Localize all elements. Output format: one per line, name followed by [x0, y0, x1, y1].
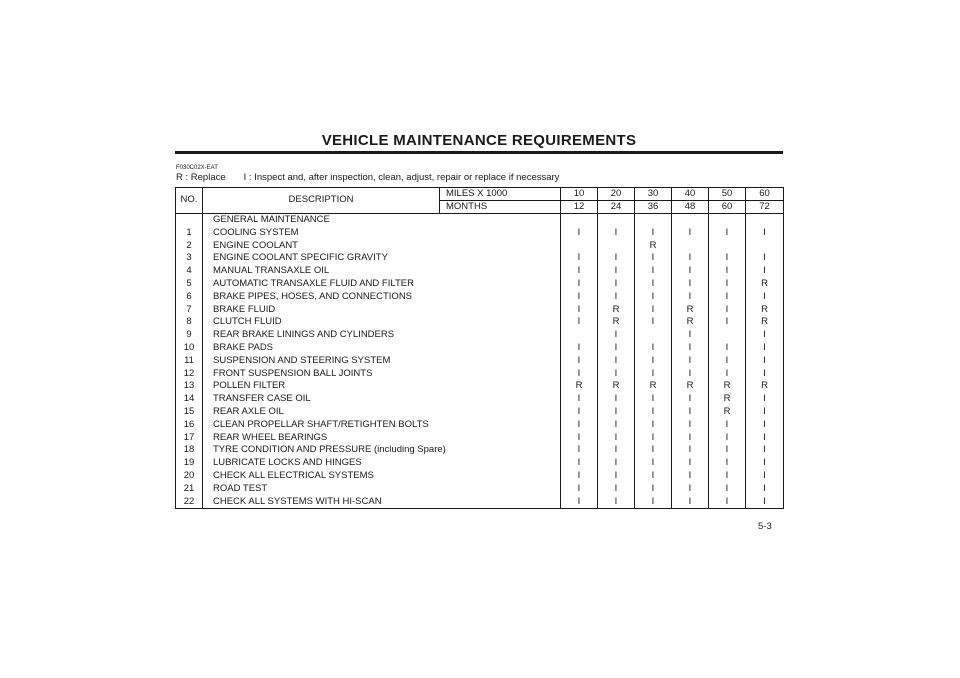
- row-description: CHECK ALL SYSTEMS WITH HI-SCAN: [213, 495, 382, 507]
- row-description: REAR BRAKE LININGS AND CYLINDERS: [213, 329, 395, 341]
- interval-cell: R: [746, 380, 784, 393]
- row-description: CLUTCH FLUID: [213, 316, 282, 328]
- miles-cell: 30: [635, 188, 672, 201]
- row-description: CHECK ALL ELECTRICAL SYSTEMS: [213, 470, 374, 482]
- interval-cell: R: [635, 239, 672, 252]
- row-number: 7: [176, 303, 203, 316]
- interval-cell: R: [598, 380, 635, 393]
- row-description: ENGINE COOLANT: [213, 239, 298, 251]
- row-number: 9: [176, 329, 203, 342]
- table-row: [176, 470, 784, 483]
- interval-cell: I: [561, 342, 598, 355]
- miles-cell: 10: [561, 188, 598, 201]
- months-cell: 24: [598, 200, 635, 213]
- interval-cell: I: [635, 393, 672, 406]
- table-row: [176, 278, 784, 291]
- interval-cell: R: [746, 303, 784, 316]
- interval-cell: I: [709, 444, 746, 457]
- interval-cell: I: [561, 406, 598, 419]
- interval-cell: I: [635, 418, 672, 431]
- row-number: 22: [176, 495, 203, 508]
- interval-cell: R: [709, 406, 746, 419]
- table-row: [176, 316, 784, 329]
- interval-cell: I: [635, 290, 672, 303]
- interval-cell: I: [561, 470, 598, 483]
- row-description: MANUAL TRANSAXLE OIL: [213, 265, 330, 277]
- interval-cell: R: [598, 316, 635, 329]
- interval-cell: I: [561, 226, 598, 239]
- interval-cell: I: [746, 470, 784, 483]
- interval-cell: I: [561, 418, 598, 431]
- interval-cell: I: [598, 342, 635, 355]
- interval-cell: I: [709, 342, 746, 355]
- interval-cell: I: [635, 495, 672, 508]
- row-number: 1: [176, 226, 203, 239]
- maintenance-table: [175, 187, 784, 509]
- interval-cell: I: [746, 495, 784, 508]
- interval-cell: I: [709, 290, 746, 303]
- interval-cell: I: [635, 354, 672, 367]
- table-row: [176, 444, 784, 457]
- row-description: LUBRICATE LOCKS AND HINGES: [213, 457, 362, 469]
- interval-cell: I: [672, 252, 709, 265]
- interval-cell: [598, 239, 635, 252]
- interval-cell: R: [746, 316, 784, 329]
- interval-cell: R: [709, 380, 746, 393]
- interval-cell: I: [598, 457, 635, 470]
- interval-cell: I: [598, 252, 635, 265]
- interval-cell: I: [709, 470, 746, 483]
- interval-cell: I: [709, 354, 746, 367]
- interval-cell: R: [709, 393, 746, 406]
- row-description: POLLEN FILTER: [213, 380, 286, 392]
- row-description: BRAKE PIPES, HOSES, AND CONNECTIONS: [213, 290, 413, 302]
- interval-cell: I: [672, 367, 709, 380]
- interval-cell: I: [598, 406, 635, 419]
- interval-cell: I: [561, 431, 598, 444]
- interval-cell: I: [672, 278, 709, 291]
- interval-cell: I: [598, 431, 635, 444]
- interval-cell: I: [709, 316, 746, 329]
- header-row-miles: [176, 188, 784, 201]
- interval-cell: I: [561, 252, 598, 265]
- row-number: 4: [176, 265, 203, 278]
- table-row: [176, 290, 784, 303]
- description-header: DESCRIPTION: [203, 188, 440, 214]
- no-header: NO.: [176, 188, 203, 214]
- interval-cell: I: [746, 406, 784, 419]
- interval-cell: I: [561, 367, 598, 380]
- interval-cell: I: [746, 431, 784, 444]
- interval-cell: I: [746, 444, 784, 457]
- interval-cell: I: [635, 406, 672, 419]
- table-row: [176, 418, 784, 431]
- interval-cell: I: [672, 495, 709, 508]
- interval-cell: I: [746, 354, 784, 367]
- interval-cell: I: [709, 431, 746, 444]
- row-description: BRAKE PADS: [213, 342, 274, 354]
- table-row: [176, 329, 784, 342]
- interval-cell: I: [709, 457, 746, 470]
- interval-cell: I: [635, 470, 672, 483]
- miles-cell: 50: [709, 188, 746, 201]
- interval-cell: I: [561, 444, 598, 457]
- months-cell: 60: [709, 200, 746, 213]
- interval-cell: I: [672, 393, 709, 406]
- interval-cell: I: [746, 393, 784, 406]
- interval-cell: I: [746, 367, 784, 380]
- interval-cell: I: [709, 495, 746, 508]
- row-number: 17: [176, 431, 203, 444]
- interval-cell: I: [672, 329, 709, 342]
- interval-cell: I: [672, 470, 709, 483]
- interval-cell: I: [746, 265, 784, 278]
- interval-cell: I: [709, 226, 746, 239]
- interval-cell: I: [709, 265, 746, 278]
- row-number: 11: [176, 354, 203, 367]
- interval-cell: I: [635, 431, 672, 444]
- interval-cell: I: [598, 444, 635, 457]
- title-rule: [175, 151, 783, 154]
- interval-cell: I: [746, 418, 784, 431]
- interval-cell: I: [598, 265, 635, 278]
- row-number: 15: [176, 406, 203, 419]
- interval-cell: I: [598, 470, 635, 483]
- interval-cell: [672, 239, 709, 252]
- interval-cell: [561, 239, 598, 252]
- row-number: 18: [176, 444, 203, 457]
- page-title: VEHICLE MAINTENANCE REQUIREMENTS: [321, 132, 637, 149]
- row-number: 14: [176, 393, 203, 406]
- table-row: [176, 265, 784, 278]
- row-description: CLEAN PROPELLAR SHAFT/RETIGHTEN BOLTS: [213, 418, 429, 430]
- interval-cell: I: [746, 252, 784, 265]
- miles-cell: 20: [598, 188, 635, 201]
- table-row: [176, 303, 784, 316]
- interval-cell: I: [635, 342, 672, 355]
- interval-cell: I: [598, 354, 635, 367]
- interval-cell: I: [635, 226, 672, 239]
- interval-cell: I: [746, 329, 784, 342]
- table-row: [176, 380, 784, 393]
- row-description: SUSPENSION AND STEERING SYSTEM: [213, 354, 391, 366]
- interval-cell: I: [709, 303, 746, 316]
- interval-cell: I: [746, 457, 784, 470]
- months-cell: 36: [635, 200, 672, 213]
- interval-cell: I: [672, 226, 709, 239]
- interval-cell: I: [561, 316, 598, 329]
- interval-cell: I: [672, 290, 709, 303]
- interval-cell: I: [672, 418, 709, 431]
- row-description: ROAD TEST: [213, 482, 268, 494]
- interval-cell: I: [598, 393, 635, 406]
- interval-cell: I: [598, 290, 635, 303]
- row-number: 3: [176, 252, 203, 265]
- interval-cell: R: [672, 380, 709, 393]
- interval-cell: R: [635, 380, 672, 393]
- interval-cell: I: [672, 482, 709, 495]
- row-number: 16: [176, 418, 203, 431]
- table-row: [176, 252, 784, 265]
- row-number: 19: [176, 457, 203, 470]
- months-cell: 48: [672, 200, 709, 213]
- interval-cell: R: [561, 380, 598, 393]
- table-row: [176, 226, 784, 239]
- interval-cell: I: [598, 329, 635, 342]
- interval-cell: I: [561, 290, 598, 303]
- interval-cell: R: [672, 316, 709, 329]
- interval-cell: I: [709, 418, 746, 431]
- row-description: TRANSFER CASE OIL: [213, 393, 311, 405]
- interval-cell: I: [709, 252, 746, 265]
- row-description: ENGINE COOLANT SPECIFIC GRAVITY: [213, 252, 388, 264]
- interval-cell: I: [561, 482, 598, 495]
- row-description: FRONT SUSPENSION BALL JOINTS: [213, 367, 373, 379]
- interval-cell: [709, 239, 746, 252]
- interval-cell: I: [746, 342, 784, 355]
- interval-cell: I: [635, 316, 672, 329]
- interval-cell: I: [635, 367, 672, 380]
- interval-cell: I: [709, 482, 746, 495]
- row-number: 6: [176, 290, 203, 303]
- interval-cell: I: [561, 393, 598, 406]
- table-row: [176, 393, 784, 406]
- table-row: [176, 457, 784, 470]
- interval-cell: I: [672, 406, 709, 419]
- interval-cell: I: [672, 431, 709, 444]
- row-description: AUTOMATIC TRANSAXLE FLUID AND FILTER: [213, 278, 414, 290]
- interval-cell: [635, 329, 672, 342]
- legend: [176, 172, 559, 183]
- table-row: [176, 495, 784, 508]
- document-code: F030C02X-EAT: [176, 165, 218, 171]
- interval-cell: R: [672, 303, 709, 316]
- interval-cell: R: [598, 303, 635, 316]
- row-description: REAR WHEEL BEARINGS: [213, 431, 328, 443]
- row-description: BRAKE FLUID: [213, 303, 276, 315]
- table-row: [176, 482, 784, 495]
- months-cell: 72: [746, 200, 784, 213]
- interval-cell: I: [672, 354, 709, 367]
- table-row: [176, 367, 784, 380]
- interval-cell: I: [746, 290, 784, 303]
- interval-cell: [746, 239, 784, 252]
- interval-cell: I: [561, 265, 598, 278]
- interval-cell: I: [598, 226, 635, 239]
- section-row: [176, 213, 784, 226]
- row-description: COOLING SYSTEM: [213, 226, 299, 238]
- interval-cell: I: [598, 482, 635, 495]
- row-number: 20: [176, 470, 203, 483]
- interval-cell: I: [635, 457, 672, 470]
- table-row: [176, 239, 784, 252]
- interval-cell: I: [561, 278, 598, 291]
- page-number: 5-3: [758, 521, 772, 532]
- interval-cell: I: [635, 278, 672, 291]
- interval-cell: [561, 329, 598, 342]
- months-cell: 12: [561, 200, 598, 213]
- row-number: 10: [176, 342, 203, 355]
- interval-cell: I: [709, 367, 746, 380]
- interval-cell: R: [746, 278, 784, 291]
- interval-cell: I: [635, 303, 672, 316]
- table-row: [176, 354, 784, 367]
- interval-cell: I: [598, 367, 635, 380]
- interval-cell: I: [672, 444, 709, 457]
- row-description: TYRE CONDITION AND PRESSURE (including Spare): [213, 444, 446, 456]
- interval-cell: I: [561, 303, 598, 316]
- interval-cell: I: [561, 457, 598, 470]
- months-label: MONTHS: [440, 200, 561, 213]
- interval-cell: I: [598, 418, 635, 431]
- interval-cell: I: [746, 226, 784, 239]
- table-row: [176, 342, 784, 355]
- row-number: 12: [176, 367, 203, 380]
- interval-cell: I: [672, 457, 709, 470]
- interval-cell: I: [672, 265, 709, 278]
- section-title: GENERAL MAINTENANCE: [213, 214, 330, 226]
- interval-cell: I: [746, 482, 784, 495]
- interval-cell: I: [561, 495, 598, 508]
- legend-replace: R : Replace: [176, 172, 226, 183]
- interval-cell: I: [635, 252, 672, 265]
- interval-cell: [709, 329, 746, 342]
- interval-cell: I: [598, 495, 635, 508]
- row-number: 5: [176, 278, 203, 291]
- row-number: 13: [176, 380, 203, 393]
- interval-cell: I: [709, 278, 746, 291]
- legend-inspect: I : Inspect and, after inspection, clean, adjust, repair or replace if necessary: [243, 172, 560, 183]
- interval-cell: I: [672, 342, 709, 355]
- miles-cell: 40: [672, 188, 709, 201]
- row-number: 21: [176, 482, 203, 495]
- row-number: 2: [176, 239, 203, 252]
- interval-cell: I: [561, 354, 598, 367]
- row-number: 8: [176, 316, 203, 329]
- table-row: [176, 431, 784, 444]
- interval-cell: I: [635, 444, 672, 457]
- row-description: REAR AXLE OIL: [213, 406, 284, 418]
- interval-cell: I: [598, 278, 635, 291]
- table-row: [176, 406, 784, 419]
- interval-cell: I: [635, 265, 672, 278]
- interval-cell: I: [635, 482, 672, 495]
- miles-label: MILES X 1000: [440, 188, 561, 201]
- miles-cell: 60: [746, 188, 784, 201]
